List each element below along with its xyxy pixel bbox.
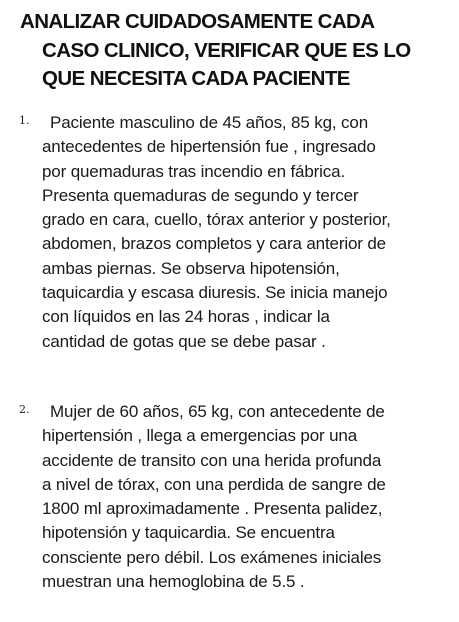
case-text-line: consciente pero débil. Los exámenes iniciales <box>42 547 382 567</box>
case-text-line: 1800 ml aproximadamente . Presenta palidez, <box>42 499 383 519</box>
heading-line: ANALIZAR CUIDADOSAMENTE CADA <box>20 10 375 33</box>
heading-line: QUE NECESITA CADA PACIENTE <box>42 67 350 90</box>
clinical-case-2 <box>0 400 459 594</box>
case-text-line: con líquidos en las 24 horas , indicar la <box>42 307 330 327</box>
case-text-line: Paciente masculino de 45 años, 85 kg, con <box>50 113 369 132</box>
instructions-heading <box>20 8 445 94</box>
case-text-line: taquicardia y escasa diuresis. Se inicia manejo <box>42 283 388 303</box>
case-text-line: cantidad de gotas que se debe pasar . <box>42 331 326 351</box>
case-text-line: accidente de transito con una herida profunda <box>42 450 382 470</box>
case-text-line: Mujer de 60 años, 65 kg, con antecedente de <box>50 402 385 421</box>
case-number: 1. <box>19 114 30 127</box>
case-text-line: a nivel de tórax, con una perdida de sangre de <box>42 474 386 494</box>
case-text-line: hipertensión , llega a emergencias por una <box>42 426 358 446</box>
case-text-line: hipotensión y taquicardia. Se encuentra <box>42 523 335 543</box>
case-text-line: Presenta quemaduras de segundo y tercer <box>42 185 359 205</box>
case-text-line: antecedentes de hipertensión fue , ingresado <box>42 137 376 157</box>
case-text-line: ambas piernas. Se observa hipotensión, <box>42 258 340 278</box>
case-text-line: por quemaduras tras incendio en fábrica. <box>42 161 346 181</box>
clinical-case-1 <box>0 111 459 354</box>
case-text-line: abdomen, brazos completos y cara anterior de <box>42 234 386 254</box>
heading-line: CASO CLINICO, VERIFICAR QUE ES LO <box>42 38 411 62</box>
case-text-line: grado en cara, cuello, tórax anterior y posterior, <box>42 210 391 230</box>
case-text-line: muestran una hemoglobina de 5.5 . <box>42 572 305 592</box>
case-number: 2. <box>19 403 30 416</box>
